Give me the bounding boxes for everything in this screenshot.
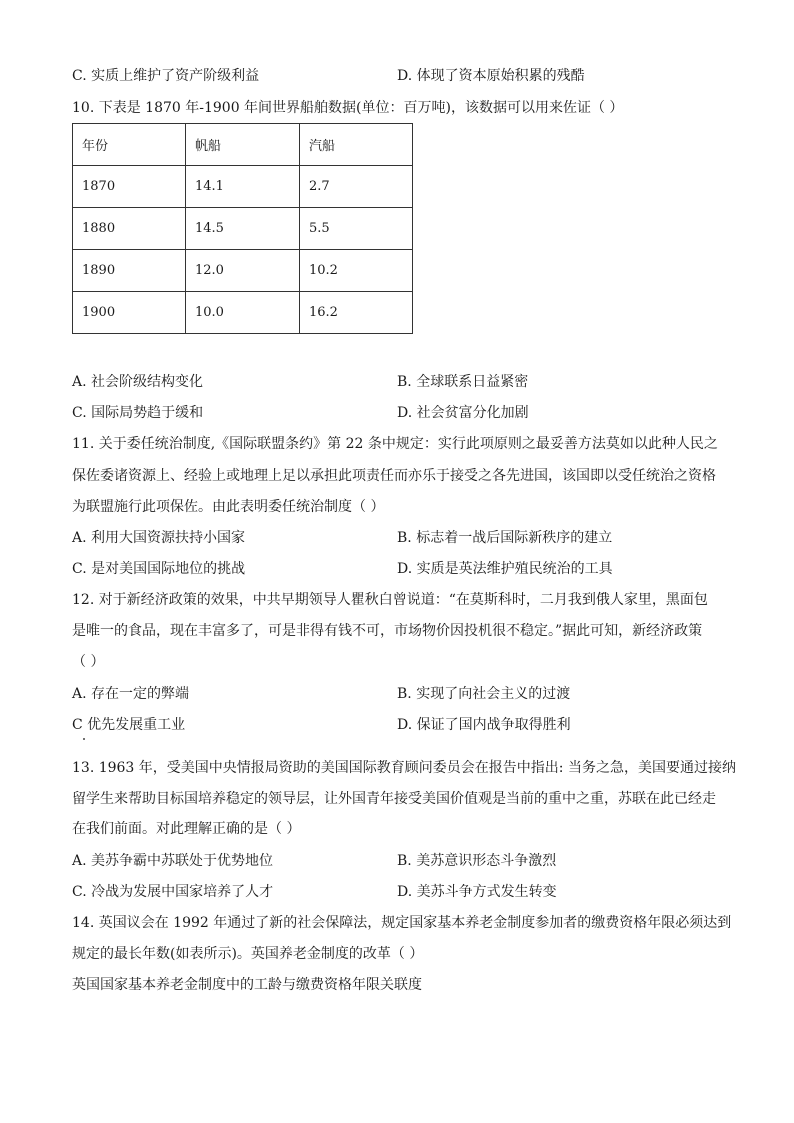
q12-stem-line-1: 12. 对于新经济政策的效果，中共早期领导人瞿秋白曾说道：“在莫斯科时，二月我到俄人家里，黑面包 [72,592,708,608]
table-cell: 16.2 [300,292,413,334]
q11-stem-line-3: 为联盟施行此项保佐。由此表明委任统治制度（ ） [72,499,385,515]
table-cell: 5.5 [300,208,413,250]
table-cell: 1870 [73,166,186,208]
q11-option-c: C. 是对美国国际地位的挑战 [72,561,246,577]
q10-stem: 10. 下表是 1870 年-1900 年间世界船舶数据(单位：百万吨)，该数据可以用来佐证（ ） [72,100,624,116]
table-header-cell: 汽船 [300,124,413,166]
q11-stem-line-1: 11. 关于委任统治制度,《国际联盟条约》第 22 条中规定：实行此项原则之最妥善方法莫如以此种人民之 [72,436,718,452]
q12-option-d: D. 保证了国内战争取得胜利 [397,717,571,733]
q9-option-d: D. 体现了资本原始积累的残酷 [397,68,585,84]
table-row [73,250,413,292]
q14-stem-line-1: 14. 英国议会在 1992 年通过了新的社会保障法，规定国家基本养老金制度参加者的缴费资格年限必须达到 [72,915,732,931]
q10-option-d: D. 社会贫富分化加剧 [397,405,529,421]
table-cell: 1890 [73,250,186,292]
q13-stem-line-3: 在我们前面。对此理解正确的是（ ） [72,821,301,837]
q10-option-b: B. 全球联系日益紧密 [397,374,529,390]
q12-option-b: B. 实现了向社会主义的过渡 [397,686,571,702]
q11-stem-line-2: 保佐委诸资源上、经验上或地理上足以承担此项责任而亦乐于接受之各先进国，该国即以受任统治之资格 [72,468,716,484]
q11-option-a: A. 利用大国资源扶持小国家 [72,530,246,546]
table-row [73,292,413,334]
table-cell: 10.0 [186,292,300,334]
q12-option-c: C 优先发展重工业 [72,717,186,733]
table-row [73,166,413,208]
q14-stem-line-2: 规定的最长年数(如表所示)。英国养老金制度的改革（ ） [72,946,424,962]
table-header-cell: 帆船 [186,124,300,166]
table-header-row [73,124,413,166]
q12-option-a: A. 存在一定的弊端 [72,686,190,702]
q12-stem-line-3: （ ） [72,654,105,670]
table-cell: 10.2 [300,250,413,292]
table-header-cell: 年份 [73,124,186,166]
q9-option-c: C. 实质上维护了资产阶级利益 [72,68,260,84]
table-cell: 1900 [73,292,186,334]
q13-option-d: D. 美苏斗争方式发生转变 [397,884,557,900]
q11-option-b: B. 标志着一战后国际新秩序的建立 [397,530,613,546]
stray-dot [83,738,85,740]
table-cell: 14.5 [186,208,300,250]
q11-option-d: D. 实质是英法维护殖民统治的工具 [397,561,613,577]
q10-option-a: A. 社会阶级结构变化 [72,374,204,390]
q13-option-b: B. 美苏意识形态斗争激烈 [397,853,557,869]
q13-stem-line-1: 13. 1963 年，受美国中央情报局资助的美国国际教育顾问委员会在报告中指出: 当务之急，美国要通过接纳 [72,760,736,776]
table-cell: 1880 [73,208,186,250]
q14-table-caption: 英国国家基本养老金制度中的工龄与缴费资格年限关联度 [72,977,422,993]
table-cell: 12.0 [186,250,300,292]
ship-data-table [72,123,413,334]
q13-option-a: A. 美苏争霸中苏联处于优势地位 [72,853,274,869]
q13-option-c: C. 冷战为发展中国家培养了人才 [72,884,274,900]
table-cell: 14.1 [186,166,300,208]
q10-option-c: C. 国际局势趋于缓和 [72,405,204,421]
q13-stem-line-2: 留学生来帮助目标国培养稳定的领导层，让外国青年接受美国价值观是当前的重中之重，苏联在此已经走 [72,791,716,807]
table-row [73,208,413,250]
q12-stem-line-2: 是唯一的食品，现在丰富多了，可是非得有钱不可，市场物价因投机很不稳定。”据此可知，新经济政策 [72,623,703,639]
table-cell: 2.7 [300,166,413,208]
